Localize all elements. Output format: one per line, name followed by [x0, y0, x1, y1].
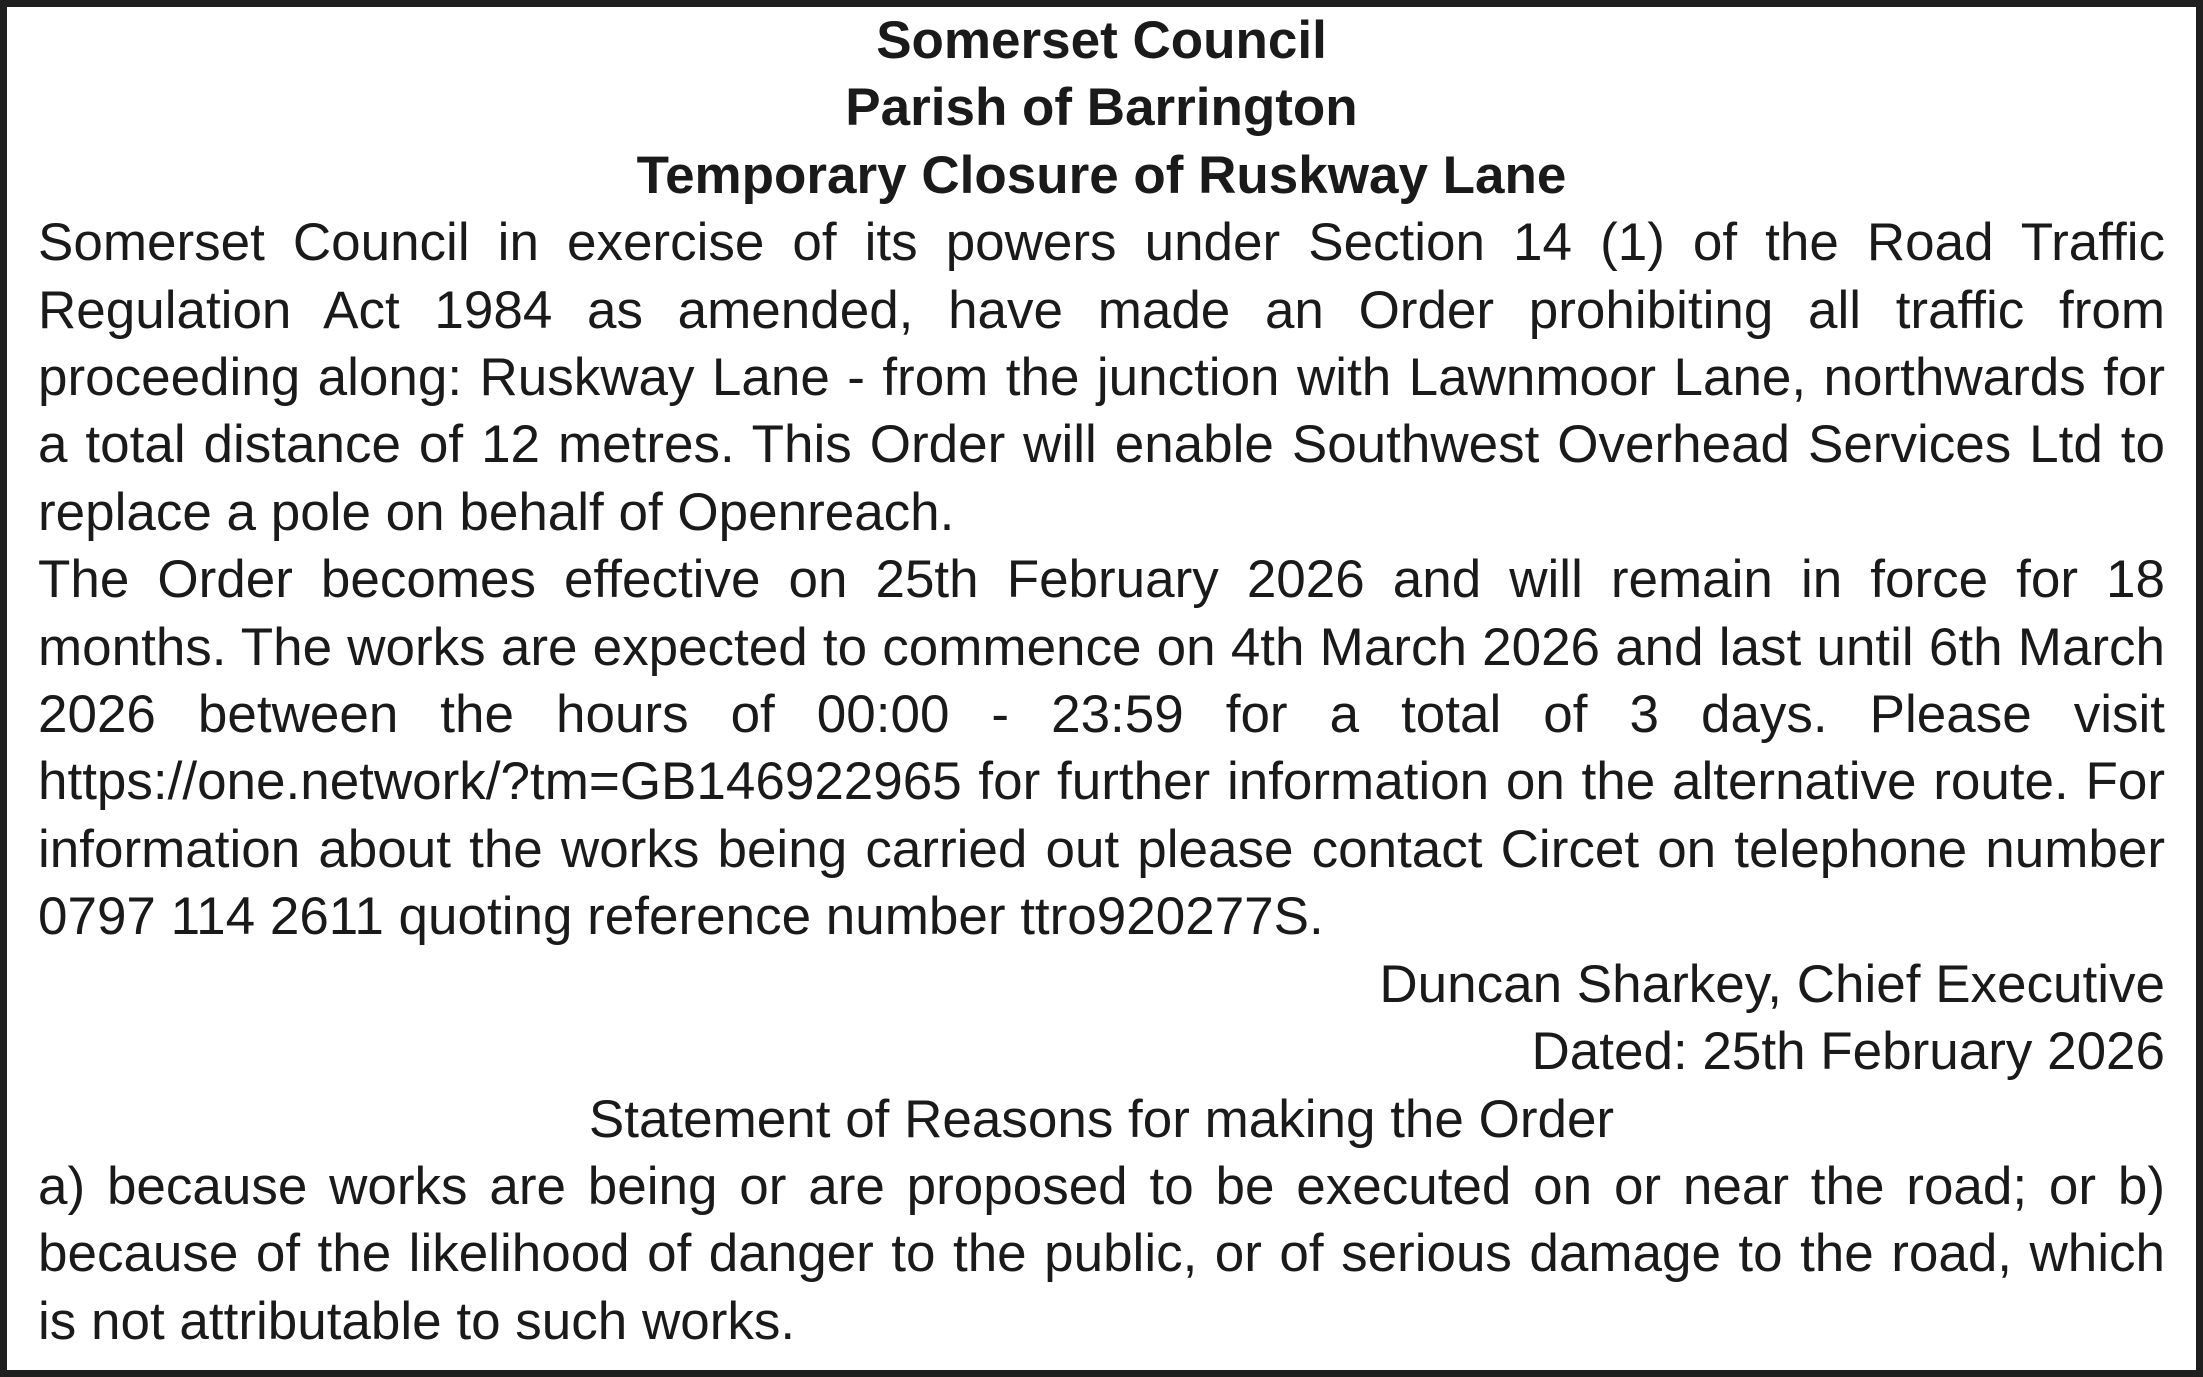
reasons-text: a) because works are being or are proposed to be executed on or near the road; or b) because of the likelihood of danger to the public, or of serious damage to the road, which is not attributable to such works.: [38, 1156, 2165, 1351]
notice-details-paragraph: The Order becomes effective on 25th February 2026 and will remain in force for 18 months. The works are expected to commence on 4th March 2026 and last until 6th March 2026 between the hours of 00:00 - 23:59 for a total of 3 days. Please visit https://one.network/?tm=GB146922965 for further information on the alternative route. For information about the works being carried out please contact Circet on telephone number 0797 114 2611 quoting reference number ttro920277S.: [38, 550, 2165, 947]
notice-parish: Parish of Barrington: [845, 78, 1358, 138]
notice-date: Dated: 25th February 2026: [1531, 1022, 2165, 1082]
reasons-heading: Statement of Reasons for making the Order: [588, 1089, 1615, 1149]
signatory-name: Duncan Sharkey, Chief Executive: [1379, 954, 2165, 1014]
notice-authority: Somerset Council: [876, 11, 1327, 70]
notice-title: Temporary Closure of Ruskway Lane: [636, 145, 1567, 205]
notice-order-paragraph: Somerset Council in exercise of its powers under Section 14 (1) of the Road Traffic Regulation Act 1984 as amended, have made an Order prohibiting all traffic from proceeding along: Ruskway Lane - from the junction with Lawnmoor Lane, northwards for a total distance of 12 metres. This Order will enable Southwest Overhead Services Ltd to replace a pole on behalf of Openreach.: [38, 213, 2165, 542]
